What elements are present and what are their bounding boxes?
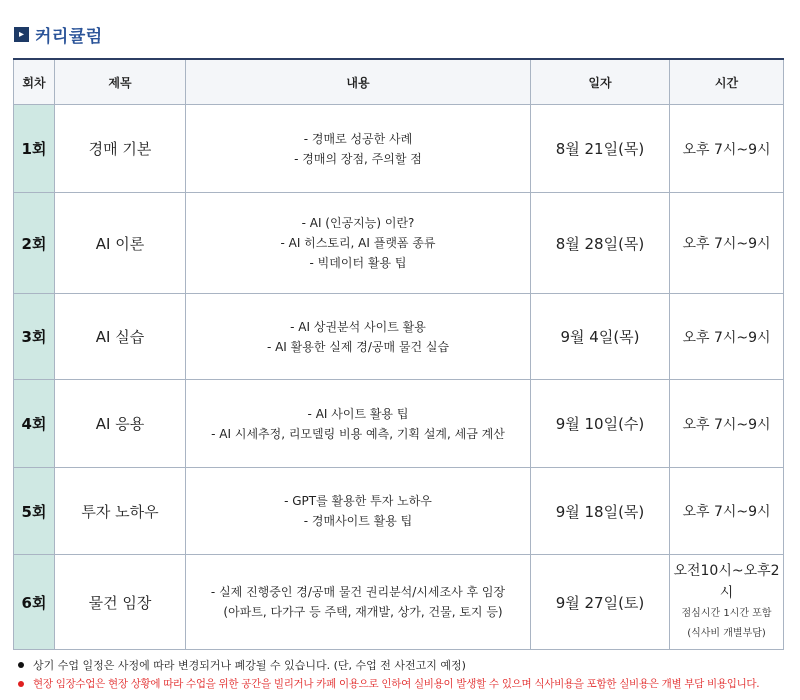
table-header-row: [14, 59, 784, 105]
row-time: 오후 7시~9시: [670, 105, 784, 193]
content-line: - 빅데이터 활용 팁: [309, 256, 407, 270]
row-round: 3회: [14, 294, 55, 380]
row-date: 9월 10일(수): [531, 380, 670, 468]
row-round: 1회: [14, 105, 55, 193]
section-title: 커리큘럼: [35, 26, 103, 47]
table-row: [14, 193, 784, 294]
row-date: 9월 4일(목): [531, 294, 670, 380]
row-content: [186, 468, 531, 555]
row-title: AI 응용: [55, 380, 186, 468]
content-line: - AI 상권분석 사이트 활용: [290, 319, 426, 334]
content-line: - 실제 진행중인 경/공매 물건 권리분석/시세조사 후 임장: [210, 585, 506, 599]
content-line: - 경매사이트 활용 팁: [303, 514, 413, 528]
row-title: 경매 기본: [55, 105, 186, 193]
row-time: 오후 7시~9시: [670, 193, 784, 294]
curriculum-table: [13, 58, 784, 650]
table-row: [14, 468, 784, 555]
content-line: - AI 활용한 실제 경/공매 물건 실습: [266, 339, 450, 354]
note-text: 상기 수업 일정은 사정에 따라 변경되거나 폐강될 수 있습니다. (단, 수업 전 사전고지 예정): [33, 658, 466, 672]
content-line: - GPT를 활용한 투자 노하우: [284, 494, 432, 508]
bullet-icon: [18, 662, 24, 668]
row-title: 투자 노하우: [55, 468, 186, 555]
row-date: 9월 18일(목): [531, 468, 670, 555]
row-round: 2회: [14, 193, 55, 294]
notes-list: [18, 655, 798, 693]
row-content: [186, 193, 531, 294]
row-title: AI 이론: [55, 193, 186, 294]
note-text: 현장 임장수업은 현장 상황에 따라 수업을 위한 공간을 빌리거나 카페 이용으로 인하여 실비용이 발생할 수 있으며 식사비용을 포함한 실비용은 개별 부담 비용입니다.: [33, 678, 760, 690]
header-title: 제목: [55, 59, 186, 105]
content-line: - AI 시세추정, 리모델링 비용 예측, 기획 설계, 세금 계산: [211, 426, 505, 441]
row-time: 오후 7시~9시: [670, 294, 784, 380]
table-row: [14, 380, 784, 468]
time-main: 오전10시~오후2시: [673, 563, 780, 601]
row-title: AI 실습: [55, 294, 186, 380]
bullet-icon: [18, 681, 24, 687]
chevron-right-icon: ▸: [14, 27, 29, 42]
row-time: 오후 7시~9시: [670, 468, 784, 555]
note-item: [18, 655, 798, 674]
row-content: [186, 294, 531, 380]
row-time: 오후 7시~9시: [670, 380, 784, 468]
row-content: [186, 105, 531, 193]
table-row: [14, 294, 784, 380]
header-round: 회차: [14, 59, 55, 105]
content-line: (아파트, 다가구 등 주택, 재개발, 상가, 건물, 토지 등): [223, 605, 503, 619]
row-round: 6회: [14, 555, 55, 650]
row-content: [186, 380, 531, 468]
content-line: - AI (인공지능) 이란?: [301, 216, 415, 230]
table-row: [14, 555, 784, 650]
row-title: 물건 임장: [55, 555, 186, 650]
row-round: 5회: [14, 468, 55, 555]
table-row: [14, 105, 784, 193]
time-note-meal: (식사비 개별부담): [687, 628, 766, 639]
time-note-lunch: 점심시간 1시간 포함: [681, 608, 772, 619]
row-time: [670, 555, 784, 650]
content-line: - 경매의 장점, 주의할 점: [294, 151, 422, 166]
header-content: 내용: [186, 59, 531, 105]
content-line: - AI 히스토리, AI 플랫폼 종류: [280, 236, 436, 250]
note-item-warning: [18, 674, 798, 693]
header-date: 일자: [531, 59, 670, 105]
row-content: [186, 555, 531, 650]
section-header: [14, 22, 103, 46]
header-time: 시간: [670, 59, 784, 105]
row-date: 8월 28일(목): [531, 193, 670, 294]
content-line: - AI 사이트 활용 팁: [307, 406, 409, 421]
row-date: 8월 21일(목): [531, 105, 670, 193]
content-line: - 경매로 성공한 사례: [303, 131, 413, 146]
row-date: 9월 27일(토): [531, 555, 670, 650]
row-round: 4회: [14, 380, 55, 468]
